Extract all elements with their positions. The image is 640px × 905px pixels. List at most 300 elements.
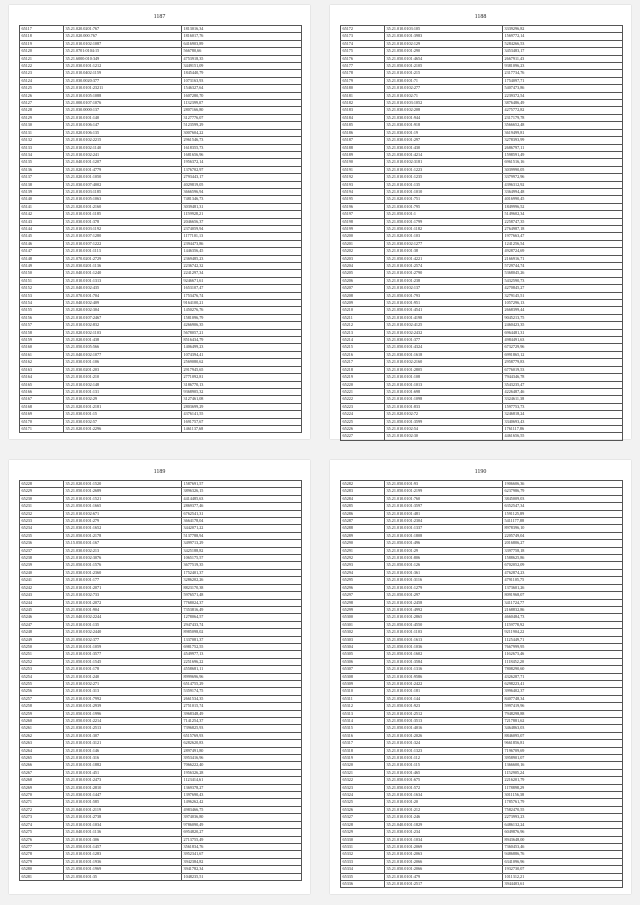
cadastral-number-cell: 35.21.050.0101:93 — [385, 481, 503, 488]
table-row — [341, 255, 623, 262]
row-id-cell: 65279 — [20, 858, 64, 865]
cadastral-number-cell: 35.21.050.0101:1613 — [385, 636, 503, 643]
cadastral-number-cell: 35.21.010.0101:2512 — [385, 710, 503, 717]
cadastral-number-cell: 35.21.030.0101:3983 — [385, 33, 503, 40]
data-table — [19, 480, 302, 881]
row-id-cell: 65190 — [341, 159, 385, 166]
cadastral-number-cell: 35.21.010.0101:316 — [64, 755, 182, 762]
amount-cell: 9246671,61 — [182, 277, 302, 284]
amount-cell: 2958779,83 — [503, 359, 623, 366]
row-id-cell: 65226 — [341, 425, 385, 432]
amount-cell: 2869377,46 — [182, 503, 302, 510]
row-id-cell: 65128 — [20, 107, 64, 114]
row-id-cell: 65265 — [20, 755, 64, 762]
table-row — [20, 799, 302, 806]
cadastral-number-cell: 35.15.050.0101:167 — [64, 540, 182, 547]
cadastral-number-cell: 35.21.030.0101:377 — [385, 337, 503, 344]
table-row — [20, 836, 302, 843]
table-row — [341, 48, 623, 55]
table-row — [20, 418, 302, 425]
amount-cell: 1761117,86 — [503, 425, 623, 432]
cadastral-number-cell: 35.21.010.0101:1235 — [385, 174, 503, 181]
amount-cell: 9381096,23 — [503, 63, 623, 70]
amount-cell: 1118452,20 — [503, 658, 623, 665]
amount-cell: 2168832,86 — [503, 606, 623, 613]
row-id-cell: 65145 — [20, 233, 64, 240]
table-row — [20, 599, 302, 606]
row-id-cell: 65213 — [341, 329, 385, 336]
table-row — [20, 814, 302, 821]
table-row — [341, 240, 623, 247]
row-id-cell: 65177 — [341, 63, 385, 70]
amount-cell: 7808290,60 — [503, 666, 623, 673]
row-id-cell: 65313 — [341, 710, 385, 717]
amount-cell: 6298223,41 — [503, 680, 623, 687]
table-row — [20, 314, 302, 321]
amount-cell: 1845440,79 — [182, 70, 302, 77]
table-row — [341, 510, 623, 517]
table-row — [20, 792, 302, 799]
row-id-cell: 65269 — [20, 784, 64, 791]
table-row — [20, 248, 302, 255]
data-table — [19, 25, 302, 433]
table-row — [341, 285, 623, 292]
amount-cell: 1598591,49 — [503, 151, 623, 158]
table-row — [341, 584, 623, 591]
row-id-cell: 65129 — [20, 114, 64, 121]
row-id-cell: 65227 — [341, 433, 385, 440]
amount-cell: 1581096,79 — [182, 314, 302, 321]
cadastral-number-cell: 35.21.010.0101:1279 — [385, 584, 503, 591]
cadastral-number-cell: 35.21.020.0102:72 — [385, 411, 503, 418]
row-id-cell: 65274 — [20, 821, 64, 828]
cadastral-number-cell: 35.21.050.0101:297 — [385, 592, 503, 599]
row-id-cell: 65127 — [20, 100, 64, 107]
row-id-cell: 65310 — [341, 688, 385, 695]
cadastral-number-cell: 35.21.010.0105:1088 — [64, 92, 182, 99]
row-id-cell: 65196 — [341, 203, 385, 210]
cadastral-number-cell: 35.21.010.0101:238 — [385, 277, 503, 284]
table-row — [341, 292, 623, 299]
cadastral-number-cell: 35.21.040.0102:2244 — [64, 614, 182, 621]
table-row — [20, 374, 302, 381]
amount-cell: 2460423,35 — [503, 322, 623, 329]
table-row — [20, 40, 302, 47]
cadastral-number-cell: 35.21.030.0101:904 — [64, 606, 182, 613]
cadastral-number-cell: 35.21.010.0101:1634 — [385, 792, 503, 799]
row-id-cell: 65197 — [341, 211, 385, 218]
cadastral-number-cell: 35.21.010.0101:361 — [385, 569, 503, 576]
table-row — [20, 755, 302, 762]
cadastral-number-cell: 35.21.010.0107:1222 — [64, 240, 182, 247]
table-row — [20, 166, 302, 173]
row-id-cell: 65322 — [341, 777, 385, 784]
cadastral-number-cell: 35.21.010.0101:7992 — [64, 695, 182, 702]
table-row — [20, 107, 302, 114]
table-row — [20, 48, 302, 55]
amount-cell: 4762874,23 — [503, 569, 623, 576]
row-id-cell: 65331 — [341, 843, 385, 850]
cadastral-number-cell: 35.21.050.0101:126 — [385, 562, 503, 569]
amount-cell: 7481346,73 — [182, 196, 302, 203]
amount-cell: 1162673,46 — [503, 651, 623, 658]
amount-cell: 1906606,36 — [503, 481, 623, 488]
amount-cell: 6352547,34 — [503, 503, 623, 510]
row-id-cell: 65302 — [341, 629, 385, 636]
amount-cell: 2667911,43 — [503, 55, 623, 62]
table-row — [20, 270, 302, 277]
cadastral-number-cell: 35.21.030.0101:378 — [64, 218, 182, 225]
table-row — [341, 518, 623, 525]
row-id-cell: 65149 — [20, 263, 64, 270]
row-id-cell: 65208 — [341, 292, 385, 299]
table-row — [341, 540, 623, 547]
cadastral-number-cell: 35.21.010.0102:3181 — [385, 159, 503, 166]
cadastral-number-cell: 35.21.030.0201:1136 — [64, 263, 182, 270]
amount-cell: 1591125,89 — [503, 510, 623, 517]
cadastral-number-cell: 35.21.0701:0104:15 — [64, 48, 182, 55]
amount-cell: 3279145,51 — [503, 292, 623, 299]
row-id-cell: 65325 — [341, 799, 385, 806]
amount-cell: 5678057,21 — [182, 329, 302, 336]
row-id-cell: 65324 — [341, 792, 385, 799]
row-id-cell: 65243 — [20, 592, 64, 599]
amount-cell: 1813016,34 — [182, 26, 302, 33]
row-id-cell: 65221 — [341, 388, 385, 395]
table-row — [341, 688, 623, 695]
table-row — [20, 92, 302, 99]
table-row — [341, 725, 623, 732]
row-id-cell: 65262 — [20, 732, 64, 739]
table-row — [20, 821, 302, 828]
table-row — [20, 307, 302, 314]
row-id-cell: 65306 — [341, 658, 385, 665]
table-row — [20, 129, 302, 136]
table-row — [20, 829, 302, 836]
table-row — [20, 629, 302, 636]
row-id-cell: 65175 — [341, 48, 385, 55]
row-id-cell: 65228 — [20, 481, 64, 488]
amount-cell: 1450276,76 — [182, 307, 302, 314]
row-id-cell: 65247 — [20, 621, 64, 628]
table-row — [341, 562, 623, 569]
table-row — [341, 621, 623, 628]
amount-cell: 9045213,75 — [503, 314, 623, 321]
cadastral-number-cell: 35.21.010.0102:129 — [385, 40, 503, 47]
cadastral-number-cell: 35.21.050.0101:2066 — [385, 866, 503, 873]
amount-cell: 5284266,53 — [503, 40, 623, 47]
cadastral-number-cell: 35.21.010.0101:306 — [64, 836, 182, 843]
amount-cell: 1073163,93 — [182, 77, 302, 84]
table-row — [341, 718, 623, 725]
amount-cell: 1241256,54 — [503, 240, 623, 247]
cadastral-number-cell: 35.21.010.0101:1059 — [64, 643, 182, 650]
row-id-cell: 65225 — [341, 418, 385, 425]
row-id-cell: 65188 — [341, 144, 385, 151]
cadastral-number-cell: 35.21.050.0101:572 — [385, 784, 503, 791]
table-row — [20, 725, 302, 732]
table-row — [20, 211, 302, 218]
row-id-cell: 65295 — [341, 577, 385, 584]
row-id-cell: 65150 — [20, 270, 64, 277]
row-id-cell: 65166 — [20, 388, 64, 395]
cadastral-number-cell: 35.21.010.0102:2160 — [385, 359, 503, 366]
cadastral-number-cell: 35.21.050.0101:1602 — [385, 651, 503, 658]
table-row — [20, 277, 302, 284]
amount-cell: 6991865,12 — [503, 351, 623, 358]
amount-cell: 1496262,42 — [182, 799, 302, 806]
table-row — [20, 495, 302, 502]
cadastral-number-cell: 35.21.050.0101:4654 — [385, 55, 503, 62]
row-id-cell: 65293 — [341, 562, 385, 569]
amount-cell: 6762541,31 — [182, 510, 302, 517]
cadastral-number-cell: 35.21.010.0101:585 — [64, 799, 182, 806]
table-row — [20, 77, 302, 84]
row-id-cell: 65239 — [20, 562, 64, 569]
amount-cell: 1337081,37 — [182, 636, 302, 643]
row-id-cell: 65138 — [20, 181, 64, 188]
amount-cell: 3619499,81 — [503, 129, 623, 136]
row-id-cell: 65272 — [20, 806, 64, 813]
amount-cell: 1607280,70 — [182, 92, 302, 99]
amount-cell: 1588625,86 — [503, 555, 623, 562]
amount-cell: 2394473,86 — [182, 240, 302, 247]
row-id-cell: 65241 — [20, 577, 64, 584]
row-id-cell: 65311 — [341, 695, 385, 702]
row-id-cell: 65218 — [341, 366, 385, 373]
cadastral-number-cell: 35.21.050.0102:377 — [64, 636, 182, 643]
amount-cell: 3543235,47 — [503, 381, 623, 388]
cadastral-number-cell: 35.21.010.0102:2440 — [64, 629, 182, 636]
table-row — [20, 122, 302, 129]
table-row — [341, 188, 623, 195]
row-id-cell: 65212 — [341, 322, 385, 329]
cadastral-number-cell: 35.21.010.0101:313 — [64, 688, 182, 695]
table-row — [341, 769, 623, 776]
amount-cell: 1956326,28 — [182, 769, 302, 776]
cadastral-number-cell: 35.21.010.0102:2432 — [385, 329, 503, 336]
row-id-cell: 65154 — [20, 300, 64, 307]
amount-cell: 2369485,23 — [182, 255, 302, 262]
row-id-cell: 65136 — [20, 166, 64, 173]
row-id-cell: 65224 — [341, 411, 385, 418]
amount-cell: 8407748,34 — [503, 695, 623, 702]
amount-cell: 2661534,35 — [182, 695, 302, 702]
page — [330, 5, 631, 439]
amount-cell: 4376141,55 — [182, 411, 302, 418]
table-row — [341, 851, 623, 858]
cadastral-number-cell: 35.21.050.0101:35 — [64, 873, 182, 880]
row-id-cell: 65202 — [341, 248, 385, 255]
cadastral-number-cell: 35.21.010.0101:1034 — [385, 836, 503, 843]
table-row — [341, 181, 623, 188]
row-id-cell: 65332 — [341, 851, 385, 858]
amount-cell: 1691757,67 — [182, 418, 302, 425]
row-id-cell: 65186 — [341, 129, 385, 136]
table-row — [341, 525, 623, 532]
row-id-cell: 65256 — [20, 688, 64, 695]
table-row — [341, 248, 623, 255]
amount-cell: 1123414,61 — [182, 777, 302, 784]
row-id-cell: 65298 — [341, 599, 385, 606]
row-id-cell: 65119 — [20, 40, 64, 47]
cadastral-number-cell: 35.21.050.0101:793 — [385, 292, 503, 299]
row-id-cell: 65189 — [341, 151, 385, 158]
table-row — [341, 784, 623, 791]
row-id-cell: 65215 — [341, 344, 385, 351]
table-row — [20, 784, 302, 791]
amount-cell: 6732729,96 — [503, 344, 623, 351]
row-id-cell: 65200 — [341, 233, 385, 240]
table-row — [341, 636, 623, 643]
cadastral-number-cell: 35.21.010.0101:3584 — [385, 658, 503, 665]
table-row — [20, 263, 302, 270]
amount-cell: 4029819,05 — [182, 181, 302, 188]
amount-cell: 6702052,09 — [503, 562, 623, 569]
amount-cell: 5368045,26 — [503, 270, 623, 277]
table-row — [341, 225, 623, 232]
amount-cell: 1132399,07 — [182, 100, 302, 107]
cadastral-number-cell: 35.21.030.0020:377 — [64, 77, 182, 84]
table-row — [341, 569, 623, 576]
table-row — [20, 255, 302, 262]
amount-cell: 2236742,32 — [182, 263, 302, 270]
cadastral-number-cell: 35.21.050.0101:1665 — [64, 503, 182, 510]
amount-cell: 1653107,47 — [182, 285, 302, 292]
cadastral-number-cell: 35.21.010.0101:806 — [385, 555, 503, 562]
row-id-cell: 65193 — [341, 181, 385, 188]
row-id-cell: 65204 — [341, 263, 385, 270]
row-id-cell: 65172 — [341, 26, 385, 33]
table-row — [20, 636, 302, 643]
amount-cell: 3127461,08 — [182, 396, 302, 403]
row-id-cell: 65317 — [341, 740, 385, 747]
cadastral-number-cell: 35.21.030.0101:1212 — [64, 63, 182, 70]
amount-cell: 3442071,22 — [182, 525, 302, 532]
table-row — [20, 740, 302, 747]
cadastral-number-cell: 35.21.010.0101:2517 — [385, 880, 503, 887]
table-row — [341, 388, 623, 395]
amount-cell: 1011312,21 — [503, 873, 623, 880]
amount-cell: 1681656,96 — [182, 151, 302, 158]
table-row — [20, 233, 302, 240]
cadastral-number-cell: 35.21.010.0101:1223 — [385, 166, 503, 173]
table-row — [341, 381, 623, 388]
amount-cell: 8846095,07 — [503, 732, 623, 739]
cadastral-number-cell: 35.21.010.0101:1283 — [64, 851, 182, 858]
row-id-cell: 65328 — [341, 821, 385, 828]
row-id-cell: 65137 — [20, 174, 64, 181]
cadastral-number-cell: 35.21.010.0101:833 — [385, 403, 503, 410]
amount-cell: 3566652,48 — [503, 122, 623, 129]
cadastral-number-cell: 35.21.010.0101:2063 — [385, 851, 503, 858]
table-row — [20, 114, 302, 121]
cadastral-number-cell: 35.21.020.0102:304 — [64, 307, 182, 314]
table-row — [20, 85, 302, 92]
cadastral-number-cell: 35.21.000.0107:1076 — [64, 100, 182, 107]
row-id-cell: 65233 — [20, 518, 64, 525]
row-id-cell: 65315 — [341, 725, 385, 732]
cadastral-number-cell: 35.21.010.0102:29 — [64, 396, 182, 403]
cadastral-number-cell: 35.21.040.0102:1077 — [64, 351, 182, 358]
table-row — [20, 525, 302, 532]
table-row — [341, 166, 623, 173]
row-id-cell: 65181 — [341, 92, 385, 99]
table-row — [341, 314, 623, 321]
row-id-cell: 65141 — [20, 203, 64, 210]
cadastral-number-cell: 35.21.010.0101:760 — [385, 495, 503, 502]
row-id-cell: 65296 — [341, 584, 385, 591]
page — [330, 460, 631, 894]
table-row — [341, 836, 623, 843]
row-id-cell: 65170 — [20, 418, 64, 425]
amount-cell: 9661856,81 — [503, 740, 623, 747]
row-id-cell: 65222 — [341, 396, 385, 403]
amount-cell: 3425188,82 — [182, 547, 302, 554]
row-id-cell: 65142 — [20, 211, 64, 218]
row-id-cell: 65266 — [20, 762, 64, 769]
table-row — [341, 614, 623, 621]
cadastral-number-cell: 35.21.010.0101:1882 — [64, 762, 182, 769]
row-id-cell: 65216 — [341, 351, 385, 358]
table-row — [341, 196, 623, 203]
cadastral-number-cell: 35.21.010.0101:9586 — [385, 673, 503, 680]
row-id-cell: 65249 — [20, 636, 64, 643]
amount-cell: 1956372,14 — [182, 159, 302, 166]
table-row — [20, 285, 302, 292]
table-row — [20, 503, 302, 510]
row-id-cell: 65184 — [341, 114, 385, 121]
cadastral-number-cell: 35.21.010.0101:2790 — [385, 270, 503, 277]
table-row — [20, 181, 302, 188]
row-id-cell: 65156 — [20, 314, 64, 321]
table-row — [341, 329, 623, 336]
row-id-cell: 65214 — [341, 337, 385, 344]
cadastral-number-cell: 35.21.020.0102:1103 — [64, 329, 182, 336]
amount-cell: 6964481,31 — [503, 329, 623, 336]
cadastral-number-cell: 35.21.010.0101:2069 — [385, 843, 503, 850]
page — [9, 460, 310, 894]
row-id-cell: 65139 — [20, 188, 64, 195]
row-id-cell: 65276 — [20, 836, 64, 843]
table-row — [341, 643, 623, 650]
amount-cell: 3397758,18 — [503, 547, 623, 554]
table-row — [341, 433, 623, 440]
row-id-cell: 65245 — [20, 606, 64, 613]
amount-cell: 1366600,16 — [503, 762, 623, 769]
table-row — [20, 592, 302, 599]
cadastral-number-cell: 35.21.010.0103:1185 — [64, 188, 182, 195]
table-row — [341, 114, 623, 121]
amount-cell: 2917945,65 — [182, 366, 302, 373]
row-id-cell: 65117 — [20, 26, 64, 33]
row-id-cell: 65292 — [341, 555, 385, 562]
row-id-cell: 65234 — [20, 525, 64, 532]
row-id-cell: 65284 — [341, 495, 385, 502]
amount-cell: 6514755,29 — [182, 680, 302, 687]
amount-cell: 1932730,07 — [503, 866, 623, 873]
row-id-cell: 65219 — [341, 374, 385, 381]
table-row — [20, 762, 302, 769]
row-id-cell: 65118 — [20, 33, 64, 40]
row-id-cell: 65178 — [341, 70, 385, 77]
amount-cell: 1461137,68 — [182, 425, 302, 432]
row-id-cell: 65300 — [341, 614, 385, 621]
cadastral-number-cell: 35.21.020.0101:751 — [385, 196, 503, 203]
row-id-cell: 65205 — [341, 270, 385, 277]
cadastral-number-cell: 35.21.010.0101:112 — [385, 755, 503, 762]
row-id-cell: 65195 — [341, 196, 385, 203]
